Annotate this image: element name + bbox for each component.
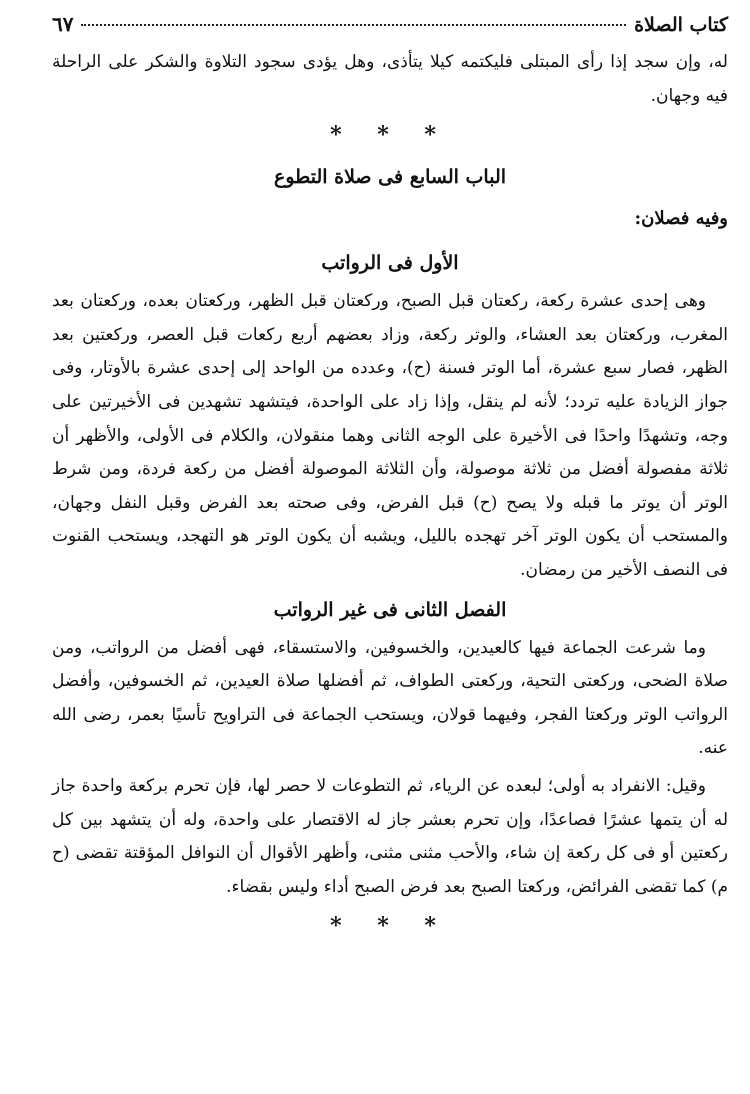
running-header bbox=[52, 12, 728, 46]
chapter-sub-label: وفيه فصلان: bbox=[634, 208, 728, 230]
ghayr-rawatib-paragraph-1: وما شرعت الجماعة فيها كالعيدين، والخسوفين، والاستسقاء، فهى أفضل من الرواتب، ومن صلاة الضحى، وركعتى التحية، وركعتى الطواف، ثم أفضلها صلاة العيدين، ثم الخسوفين، وأفضل الرواتب الوتر وركعتا الفجر، وفيهما قولان، ويستحب الجماعة فى التراويح تأسيًا بعمر، رضى الله عنه. bbox=[52, 637, 728, 759]
page-number: ٦٧ bbox=[52, 12, 74, 36]
rawatib-paragraph: وهى إحدى عشرة ركعة، ركعتان قبل الصبح، وركعتان قبل الظهر، وركعتان بعده، وركعتان بعد المغرب، وركعتان بعد العشاء، والوتر ركعة، وزاد بعضهم أربع ركعات قبل العصر، وركعتين بعد الظهر، فصار سبع عشرة، أما الوتر فسنة (ح)، وعدده من الواحد إلى إحدى عشرة بالأوتار، وفى جواز الزيادة عليه تردد؛ لأنه لم ينقل، وإذا زاد على الواحدة، فيتشهد تشهدين فى الأخيرتين على وجه، وتشهدًا واحدًا فى الأخيرة على الوجه الثانى وهما منقولان، والكلام فى الأولى، والأظهر أن ثلاثة مفصولة أفضل من ثلاثة موصولة، وأن الثلاثة الموصولة أفضل من ركعة فردة، ومن شرط الوتر أن يوتر ما قبله ولا يصح (ح) قبل الفرض، وفى صحته بعد الفرض وقبل النفل وجهان، والمستحب أن يكون الوتر آخر تهجده بالليل، ويشبه أن يكون الوتر هو التهجد، ويستحب القنوت فى النصف الأخير من رمضان. bbox=[52, 291, 728, 580]
book-title: كتاب الصلاة bbox=[634, 14, 728, 36]
intro-paragraph: له، وإن سجد إذا رأى المبتلى فليكتمه كيلا يتأذى، وهل يؤدى سجود التلاوة والشكر على الراحلة فيه وجهان. bbox=[52, 52, 728, 106]
section-separator: * * * bbox=[330, 122, 450, 149]
section-title-rawatib: الأول فى الرواتب bbox=[321, 252, 459, 275]
ghayr-rawatib-paragraph-2: وقيل: الانفراد به أولى؛ لبعده عن الرياء، ثم التطوعات لا حصر لها، فإن تحرم بركعة واحدة جاز له أن يتمها عشرًا فصاعدًا، وإن تحرم بعشر جاز له الاقتصار على واحدة، وله أن يتشهد بين كل ركعتين أو فى كل ركعة إن شاء، والأحب مثنى مثنى، وأظهر الأقوال أن النوافل المؤقتة تقضى (ح م) كما تقضى الفرائض، وركعتا الصبح بعد فرض الصبح أداء وليس بقضاء. bbox=[52, 775, 728, 897]
end-separator: * * * bbox=[330, 913, 450, 940]
dotted-leader bbox=[81, 24, 626, 26]
book-page bbox=[52, 12, 728, 1082]
section-title-ghayr-rawatib: الفصل الثانى فى غير الرواتب bbox=[273, 598, 507, 621]
chapter-title: الباب السابع فى صلاة التطوع bbox=[273, 166, 507, 189]
